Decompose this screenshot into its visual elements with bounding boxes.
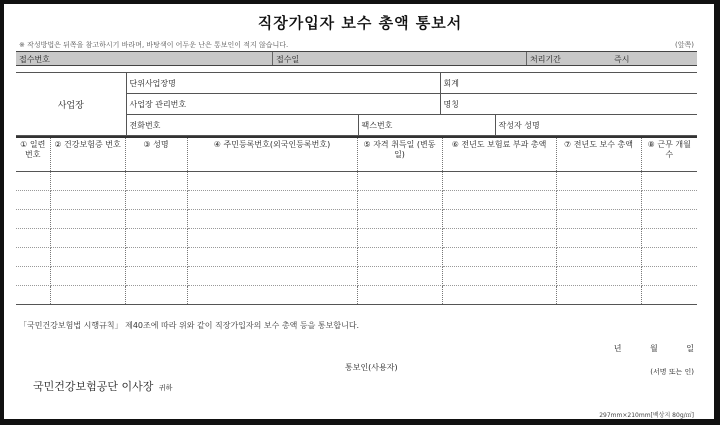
table-cell[interactable] [50,285,125,304]
table-cell[interactable] [357,209,442,228]
table-cell[interactable] [50,266,125,285]
receipt-date-label: 접수일 [276,55,300,64]
table-cell[interactable] [187,209,357,228]
table-cell[interactable] [641,190,697,209]
contribution-table [16,136,697,305]
workplace-mgmt-number-label: 사업장 관리번호 [126,94,440,115]
table-cell[interactable] [125,209,187,228]
fax-label: 팩스번호 [358,115,495,136]
table-cell[interactable] [357,171,442,190]
table-cell[interactable] [442,190,556,209]
table-cell[interactable] [641,171,697,190]
table-row [16,247,697,266]
table-cell[interactable] [187,190,357,209]
column-header: ① 일련번호 [16,137,50,171]
processing-period-label: 처리기간 [530,55,561,64]
day-label: 일 [686,344,694,353]
table-cell[interactable] [556,285,641,304]
processing-period-value: 즉시 [614,55,630,64]
table-cell[interactable] [125,266,187,285]
table-cell[interactable] [641,266,697,285]
column-header: ⑦ 전년도 보수 총액 [556,137,641,171]
table-cell[interactable] [16,266,50,285]
table-cell[interactable] [16,190,50,209]
signature-label: (서명 또는 인) [650,368,694,376]
table-row [16,266,697,285]
table-cell[interactable] [187,171,357,190]
form-title: 직장가입자 보수 총액 통보서 [257,14,463,32]
receipt-number-label: 접수번호 [19,55,50,64]
year-label: 년 [613,344,622,353]
table-cell[interactable] [125,285,187,304]
column-header: ⑥ 전년도 보험료 부과 총액 [442,137,556,171]
table-row [16,209,697,228]
table-row [16,285,697,304]
table-cell[interactable] [442,209,556,228]
column-header: ④ 주민등록번호(외국인등록번호) [187,137,357,171]
divider [526,52,527,65]
table-cell[interactable] [16,171,50,190]
table-cell[interactable] [442,285,556,304]
workplace-section-label: 사업장 [16,73,126,136]
table-cell[interactable] [50,171,125,190]
table-cell[interactable] [442,171,556,190]
table-cell[interactable] [556,247,641,266]
accounting-label: 회계 [440,73,697,94]
table-cell[interactable] [50,209,125,228]
workplace-name-label: 명칭 [440,94,697,115]
workplace-table [16,72,697,136]
table-cell[interactable] [442,228,556,247]
unit-workplace-name-label: 단위사업장명 [126,73,440,94]
declaration-text: 「국민건강보험법 시행규칙」 제40조에 따라 위와 같이 직장가입자의 보수 총액 등을 통보합니다. [19,321,360,330]
month-label: 월 [649,344,658,353]
column-header: ② 건강보험증 번호 [50,137,125,171]
table-cell[interactable] [16,285,50,304]
instruction-note: ※ 작성방법은 뒤쪽을 참고하시기 바라며, 바탕색이 어두운 난은 통보인이 적지 않습니다. [19,41,289,49]
addressee [33,378,172,394]
column-header: ⑧ 근무 개월 수 [641,137,697,171]
paper-spec: 297mm×210mm[백상지 80g/㎡] [599,412,694,419]
column-header: ⑤ 자격 취득일 (변동일) [357,137,442,171]
divider [272,52,273,65]
table-cell[interactable] [357,247,442,266]
table-cell[interactable] [187,228,357,247]
column-header: ③ 성명 [125,137,187,171]
table-header-row [16,137,697,171]
addressee-suffix: 귀하 [158,384,173,392]
table-cell[interactable] [442,266,556,285]
table-cell[interactable] [357,285,442,304]
table-cell[interactable] [442,247,556,266]
table-cell[interactable] [16,228,50,247]
table-cell[interactable] [125,190,187,209]
table-cell[interactable] [125,171,187,190]
page-side-label: (앞쪽) [675,41,694,49]
table-cell[interactable] [357,266,442,285]
table-cell[interactable] [641,247,697,266]
table-row [16,228,697,247]
table-cell[interactable] [556,266,641,285]
table-cell[interactable] [125,247,187,266]
table-cell[interactable] [50,228,125,247]
table-cell[interactable] [357,228,442,247]
table-cell[interactable] [187,247,357,266]
table-row [16,190,697,209]
table-cell[interactable] [125,228,187,247]
table-cell[interactable] [187,285,357,304]
table-cell[interactable] [556,190,641,209]
phone-label: 전화번호 [126,115,358,136]
table-cell[interactable] [641,285,697,304]
table-cell[interactable] [16,209,50,228]
table-cell[interactable] [187,266,357,285]
addressee-name: 국민건강보험공단 이사장 [33,380,154,393]
table-cell[interactable] [50,247,125,266]
table-row [16,171,697,190]
reporter-label: 통보인(사용자) [345,363,398,372]
table-cell[interactable] [556,171,641,190]
table-cell[interactable] [641,228,697,247]
date-line [588,343,694,354]
table-cell[interactable] [357,190,442,209]
table-cell[interactable] [16,247,50,266]
writer-name-label: 작성자 성명 [495,115,697,136]
table-cell[interactable] [556,209,641,228]
table-cell[interactable] [50,190,125,209]
table-cell[interactable] [556,228,641,247]
table-cell[interactable] [641,209,697,228]
receipt-bar [16,51,697,66]
